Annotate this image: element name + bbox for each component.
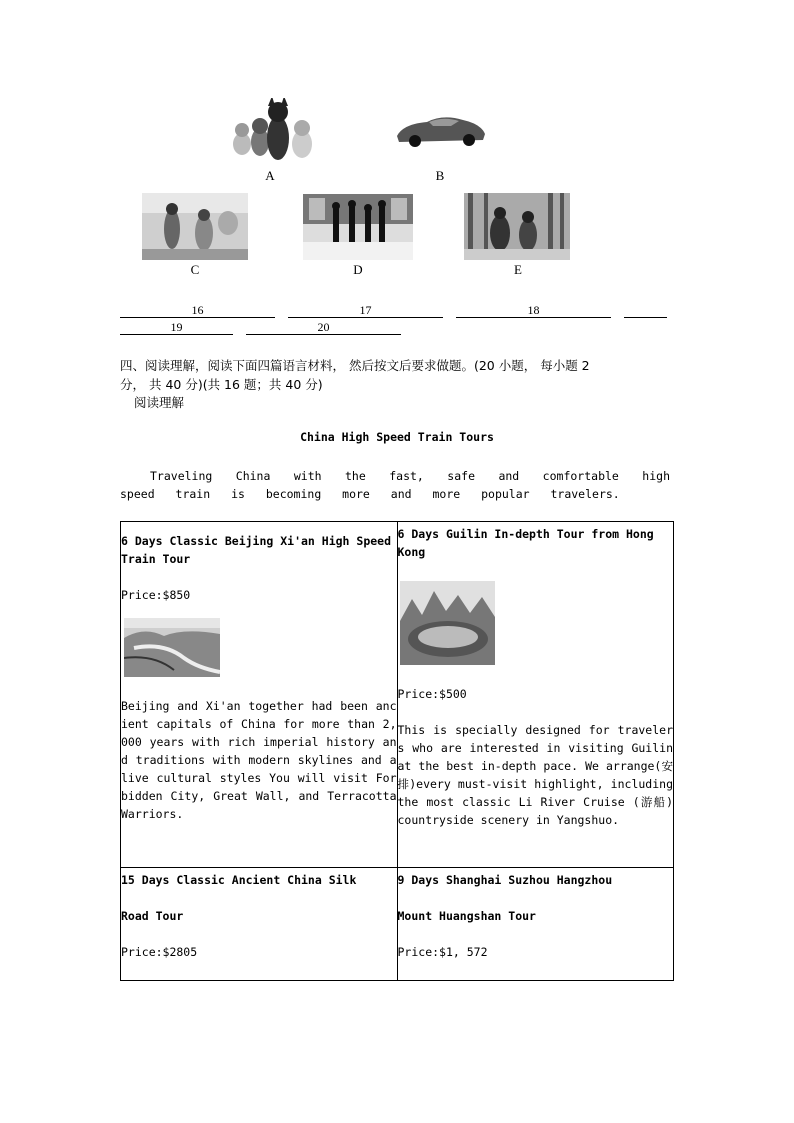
picture-c-dancing (142, 193, 248, 260)
tour-title: 6 Days Classic Beijing Xi'an High Speed Train Tour (121, 534, 392, 566)
tour-title-line2: Mount Huangshan Tour (397, 909, 536, 923)
tour-image-guilin (400, 581, 495, 665)
answer-blank-17[interactable]: 17 (288, 303, 443, 318)
answer-blank-19[interactable]: 19 (120, 320, 233, 335)
tour-cell-guilin (397, 522, 674, 868)
picture-e-outdoor (464, 193, 570, 260)
label-c: C (190, 262, 200, 277)
picture-b-car (393, 110, 489, 150)
section-heading-cont: 分， 共 40 分)(共 16 题；共 40 分) (120, 377, 323, 392)
label-d: D (353, 262, 363, 277)
tour-price: Price:$850 (121, 588, 191, 602)
tour-price: Price:$500 (397, 687, 467, 701)
tour-title-line1: 15 Days Classic Ancient China Silk (121, 873, 357, 887)
label-a: A (265, 168, 275, 183)
tour-cell-shanghai (397, 868, 674, 981)
tour-image-great-wall (124, 618, 220, 677)
picture-d-dancers (303, 194, 413, 260)
tour-cell-silk-road (121, 868, 398, 981)
tour-cell-beijing-xian (121, 522, 398, 868)
tour-title-line1: 9 Days Shanghai Suzhou Hangzhou (397, 873, 613, 887)
tours-table (120, 521, 674, 981)
answer-blank-20[interactable]: 20 (246, 320, 401, 335)
section-heading: 四、阅读理解，阅读下面四篇语言材料， 然后按文后要求做题。(20 小题， 每小题 2 (120, 358, 590, 373)
tour-description: This is specially designed for travelers who are interested in visiting Guilin at the best in-depth pace. We arrange(安排)every must-visit highlight, including the most classic Li River Cruise (游船) countryside scenery in Yangshuo. (397, 723, 673, 827)
section-subheading: 阅读理解 (134, 395, 185, 410)
answer-blank-16[interactable]: 16 (120, 303, 275, 318)
article-intro (120, 467, 670, 503)
label-e: E (514, 262, 522, 277)
label-b: B (435, 168, 445, 183)
tour-title-line2: Road Tour (121, 909, 184, 923)
answer-blank-19-start[interactable] (624, 303, 667, 318)
tour-description: Beijing and Xi'an together had been ancient capitals of China for more than 2, 000 years with rich imperial history and traditions with modern skylines and alive cultural styles You will visit Forbidden City, Great Wall, and Terracotta Warriors. (121, 699, 397, 821)
tour-title: 6 Days Guilin In-depth Tour from Hong Kong (397, 527, 654, 559)
tour-price: Price:$2805 (121, 945, 198, 959)
answer-blank-18[interactable]: 18 (456, 303, 611, 318)
article-title: China High Speed Train Tours (300, 430, 494, 444)
picture-a-pets (222, 98, 322, 164)
article-intro-text: Traveling China with the fast, safe and comfortable high speed train is becoming more and more popular travelers. (120, 469, 670, 501)
tour-price: Price:$1, 572 (397, 945, 488, 959)
